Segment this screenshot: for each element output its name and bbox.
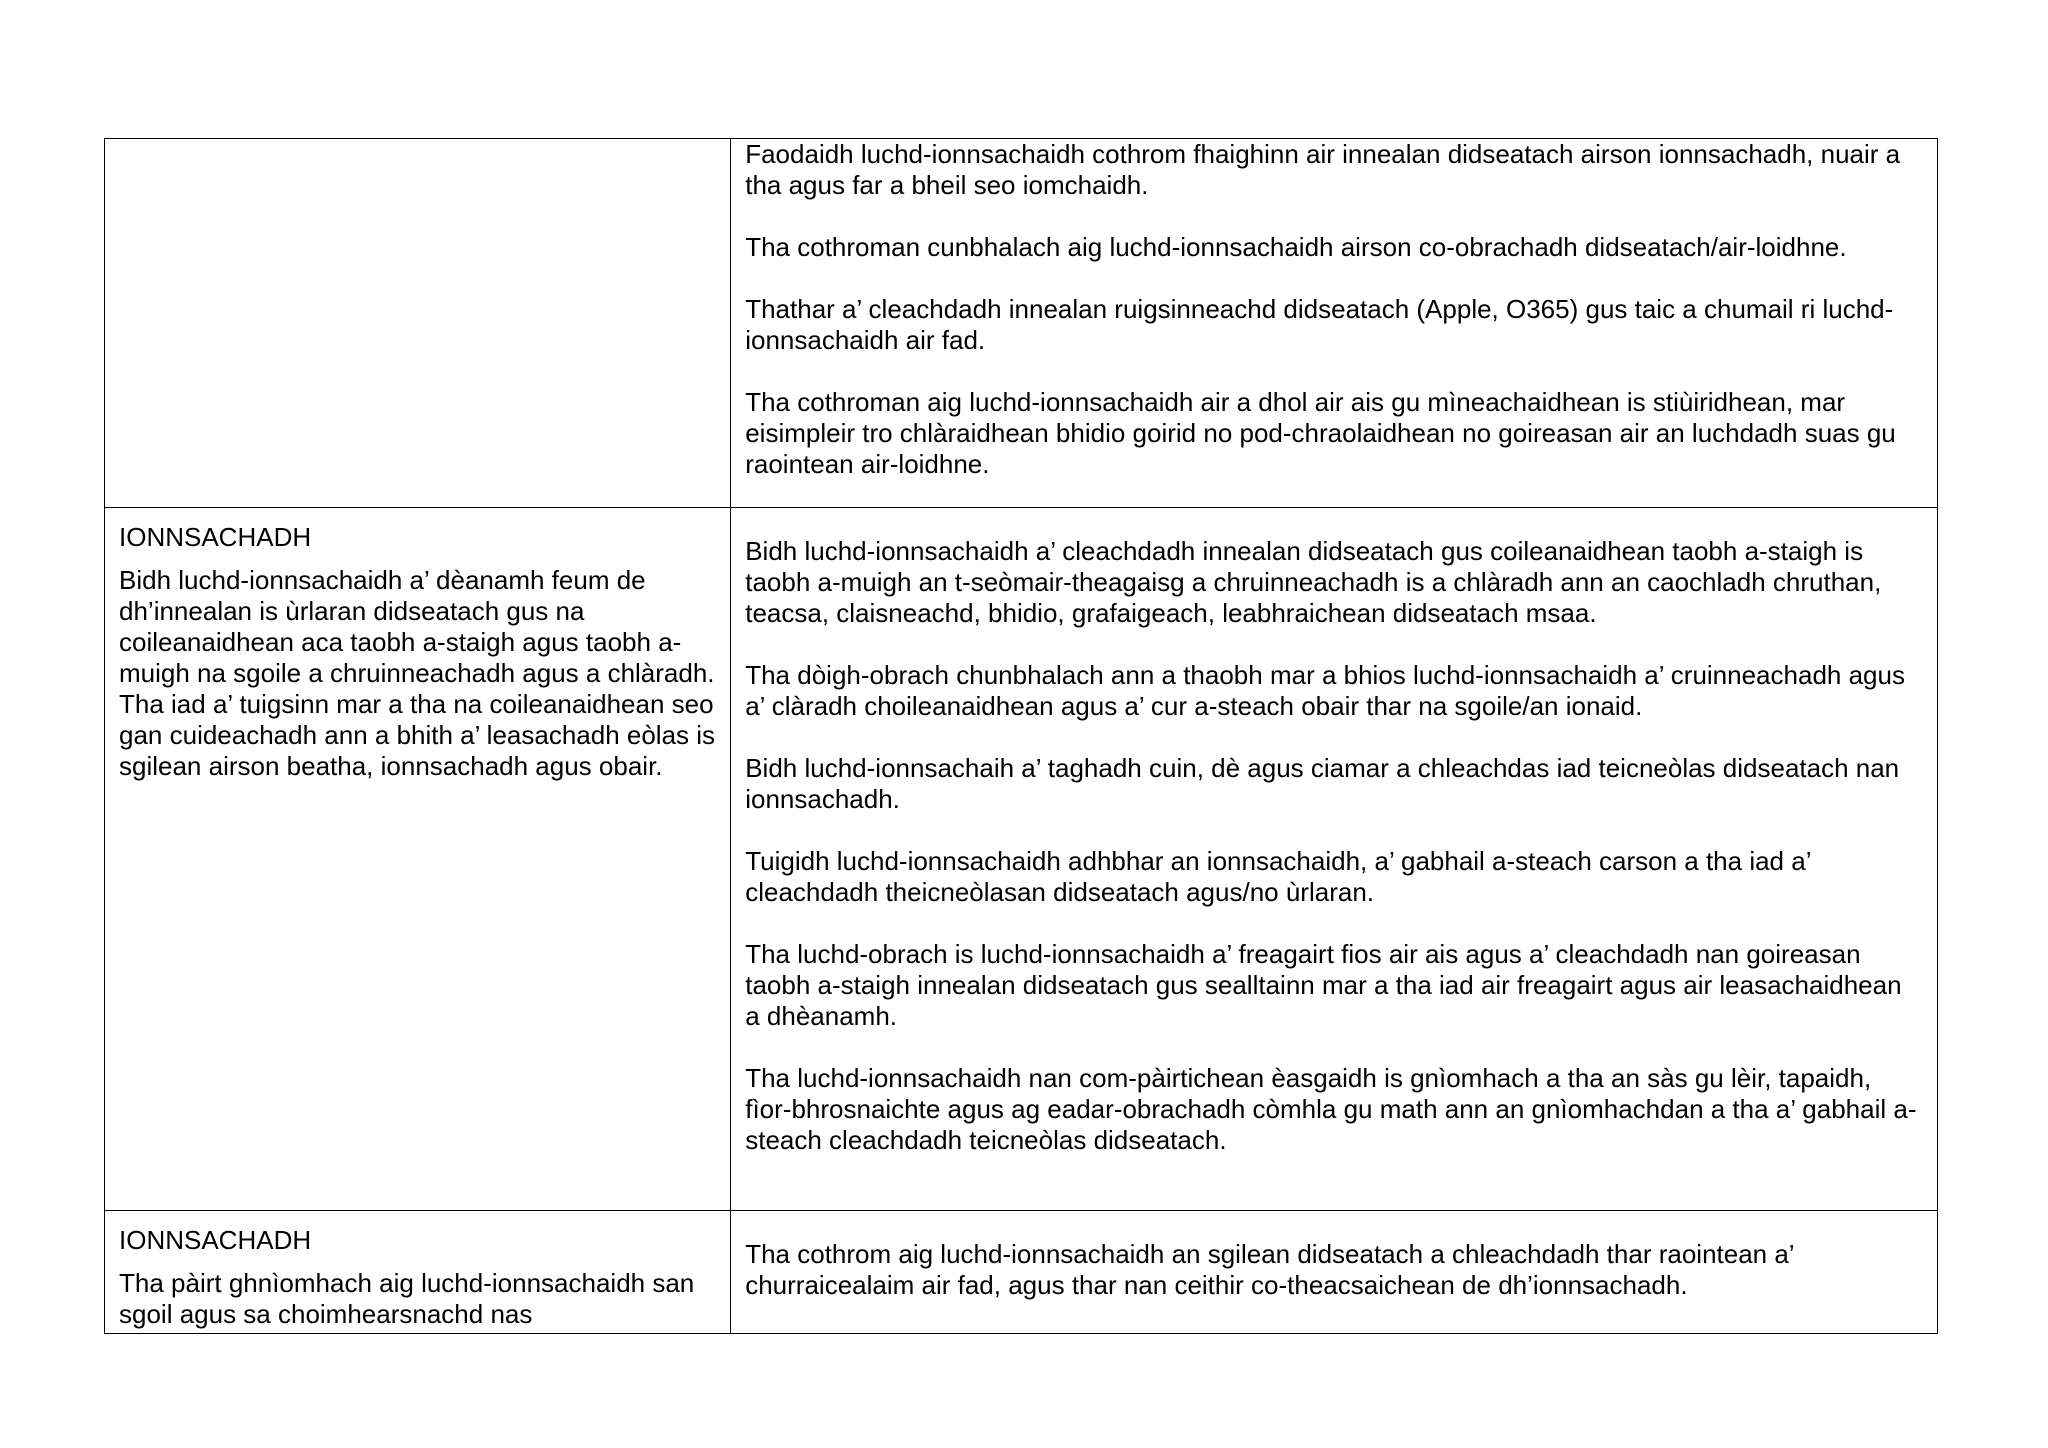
section-heading: IONNSACHADH: [119, 522, 312, 552]
table-row: [105, 139, 1938, 508]
left-cell: [105, 508, 743, 1211]
paragraph: Tha cothroman aig luchd-ionnsachaidh air a dhol air ais gu mìneachaidhean is stiùiridhean, mar eisimpleir tro chlàraidhean bhidio goirid no pod-chraolaidhean no goireasan air an luchdadh suas gu raointean air-loidhne.: [745, 387, 1896, 479]
table-row: [105, 508, 1938, 1211]
table-row: [105, 1211, 1938, 1334]
paragraph: Bidh luchd-ionnsachaih a’ taghadh cuin, dè agus ciamar a chleachdas iad teicneòlas didseatach nan ionnsachadh.: [745, 753, 1900, 814]
right-cell: [731, 139, 1938, 508]
right-cell: [731, 1211, 1938, 1334]
section-description: Tha pàirt ghnìomhach aig luchd-ionnsachaidh san sgoil agus sa choimhearsnachd nas: [119, 1268, 695, 1329]
section-description: Bidh luchd-ionnsachaidh a’ dèanamh feum de dh’innealan is ùrlaran didseatach gus na coileanaidhean aca taobh a-staigh agus taobh a-muigh na sgoile a chruinneachadh agus a chlàradh. Tha iad a’ tuigsinn mar a tha na coileanaidhean seo gan cuideachadh ann a bhith a’ leasachadh eòlas is sgilean airson beatha, ionnsachadh agus obair.: [119, 565, 743, 781]
paragraph: Tuigidh luchd-ionnsachaidh adhbhar an ionnsachaidh, a’ gabhail a-steach carson a tha iad a’ cleachdadh theicneòlasan didseatach agus/no ùrlaran.: [745, 846, 1811, 907]
left-cell-empty: [105, 139, 731, 508]
document-table: [104, 138, 1938, 1334]
section-heading: IONNSACHADH: [119, 1225, 312, 1255]
left-cell: [105, 1211, 731, 1334]
paragraph: Bidh luchd-ionnsachaidh a’ cleachdadh innealan didseatach gus coileanaidhean taobh a-staigh is taobh a-muigh an t-seòmair-theagaisg a chruinneachadh is a chlàradh ann an caochladh chruthan, teacsa, claisneachd, bhidio, grafaigeach, leabhraichean didseatach msaa.: [745, 536, 1882, 628]
paragraph: Tha dòigh-obrach chunbhalach ann a thaobh mar a bhios luchd-ionnsachaidh a’ cruinneachadh agus a’ clàradh choileanaidhean agus a’ cur a-steach obair thar na sgoile/an ionaid.: [745, 660, 1905, 721]
paragraph: Faodaidh luchd-ionnsachaidh cothrom fhaighinn air innealan didseatach airson ionnsachadh, nuair a tha agus far a bheil seo iomchaidh.: [745, 139, 1901, 200]
paragraph: Tha cothrom aig luchd-ionnsachaidh an sgilean didseatach a chleachdadh thar raointean a’ churraicealaim air fad, agus thar nan ceithir co-theacsaichean de dh’ionnsachadh.: [745, 1239, 1794, 1300]
paragraph: Tha cothroman cunbhalach aig luchd-ionnsachaidh airson co-obrachadh didseatach/air-loidhne.: [745, 232, 1847, 262]
paragraph: Tha luchd-obrach is luchd-ionnsachaidh a’ freagairt fios air ais agus a’ cleachdadh nan goireasan taobh a-staigh innealan didseatach gus sealltainn mar a tha iad air freagairt agus air leasachaidhean a dhèanamh.: [745, 939, 1902, 1031]
paragraph: Thathar a’ cleachdadh innealan ruigsinneachd didseatach (Apple, O365) gus taic a chumail ri luchd-ionnsachaidh air fad.: [745, 294, 1894, 355]
right-cell: [731, 508, 1938, 1211]
paragraph: Tha luchd-ionnsachaidh nan com-pàirtichean èasgaidh is gnìomhach a tha an sàs gu lèir, tapaidh, fìor-bhrosnaichte agus ag eadar-obrachadh còmhla gu math ann an gnìomhachdan a tha a’ gabhail a-steach cleachdadh teicneòlas didseatach.: [745, 1063, 1917, 1155]
